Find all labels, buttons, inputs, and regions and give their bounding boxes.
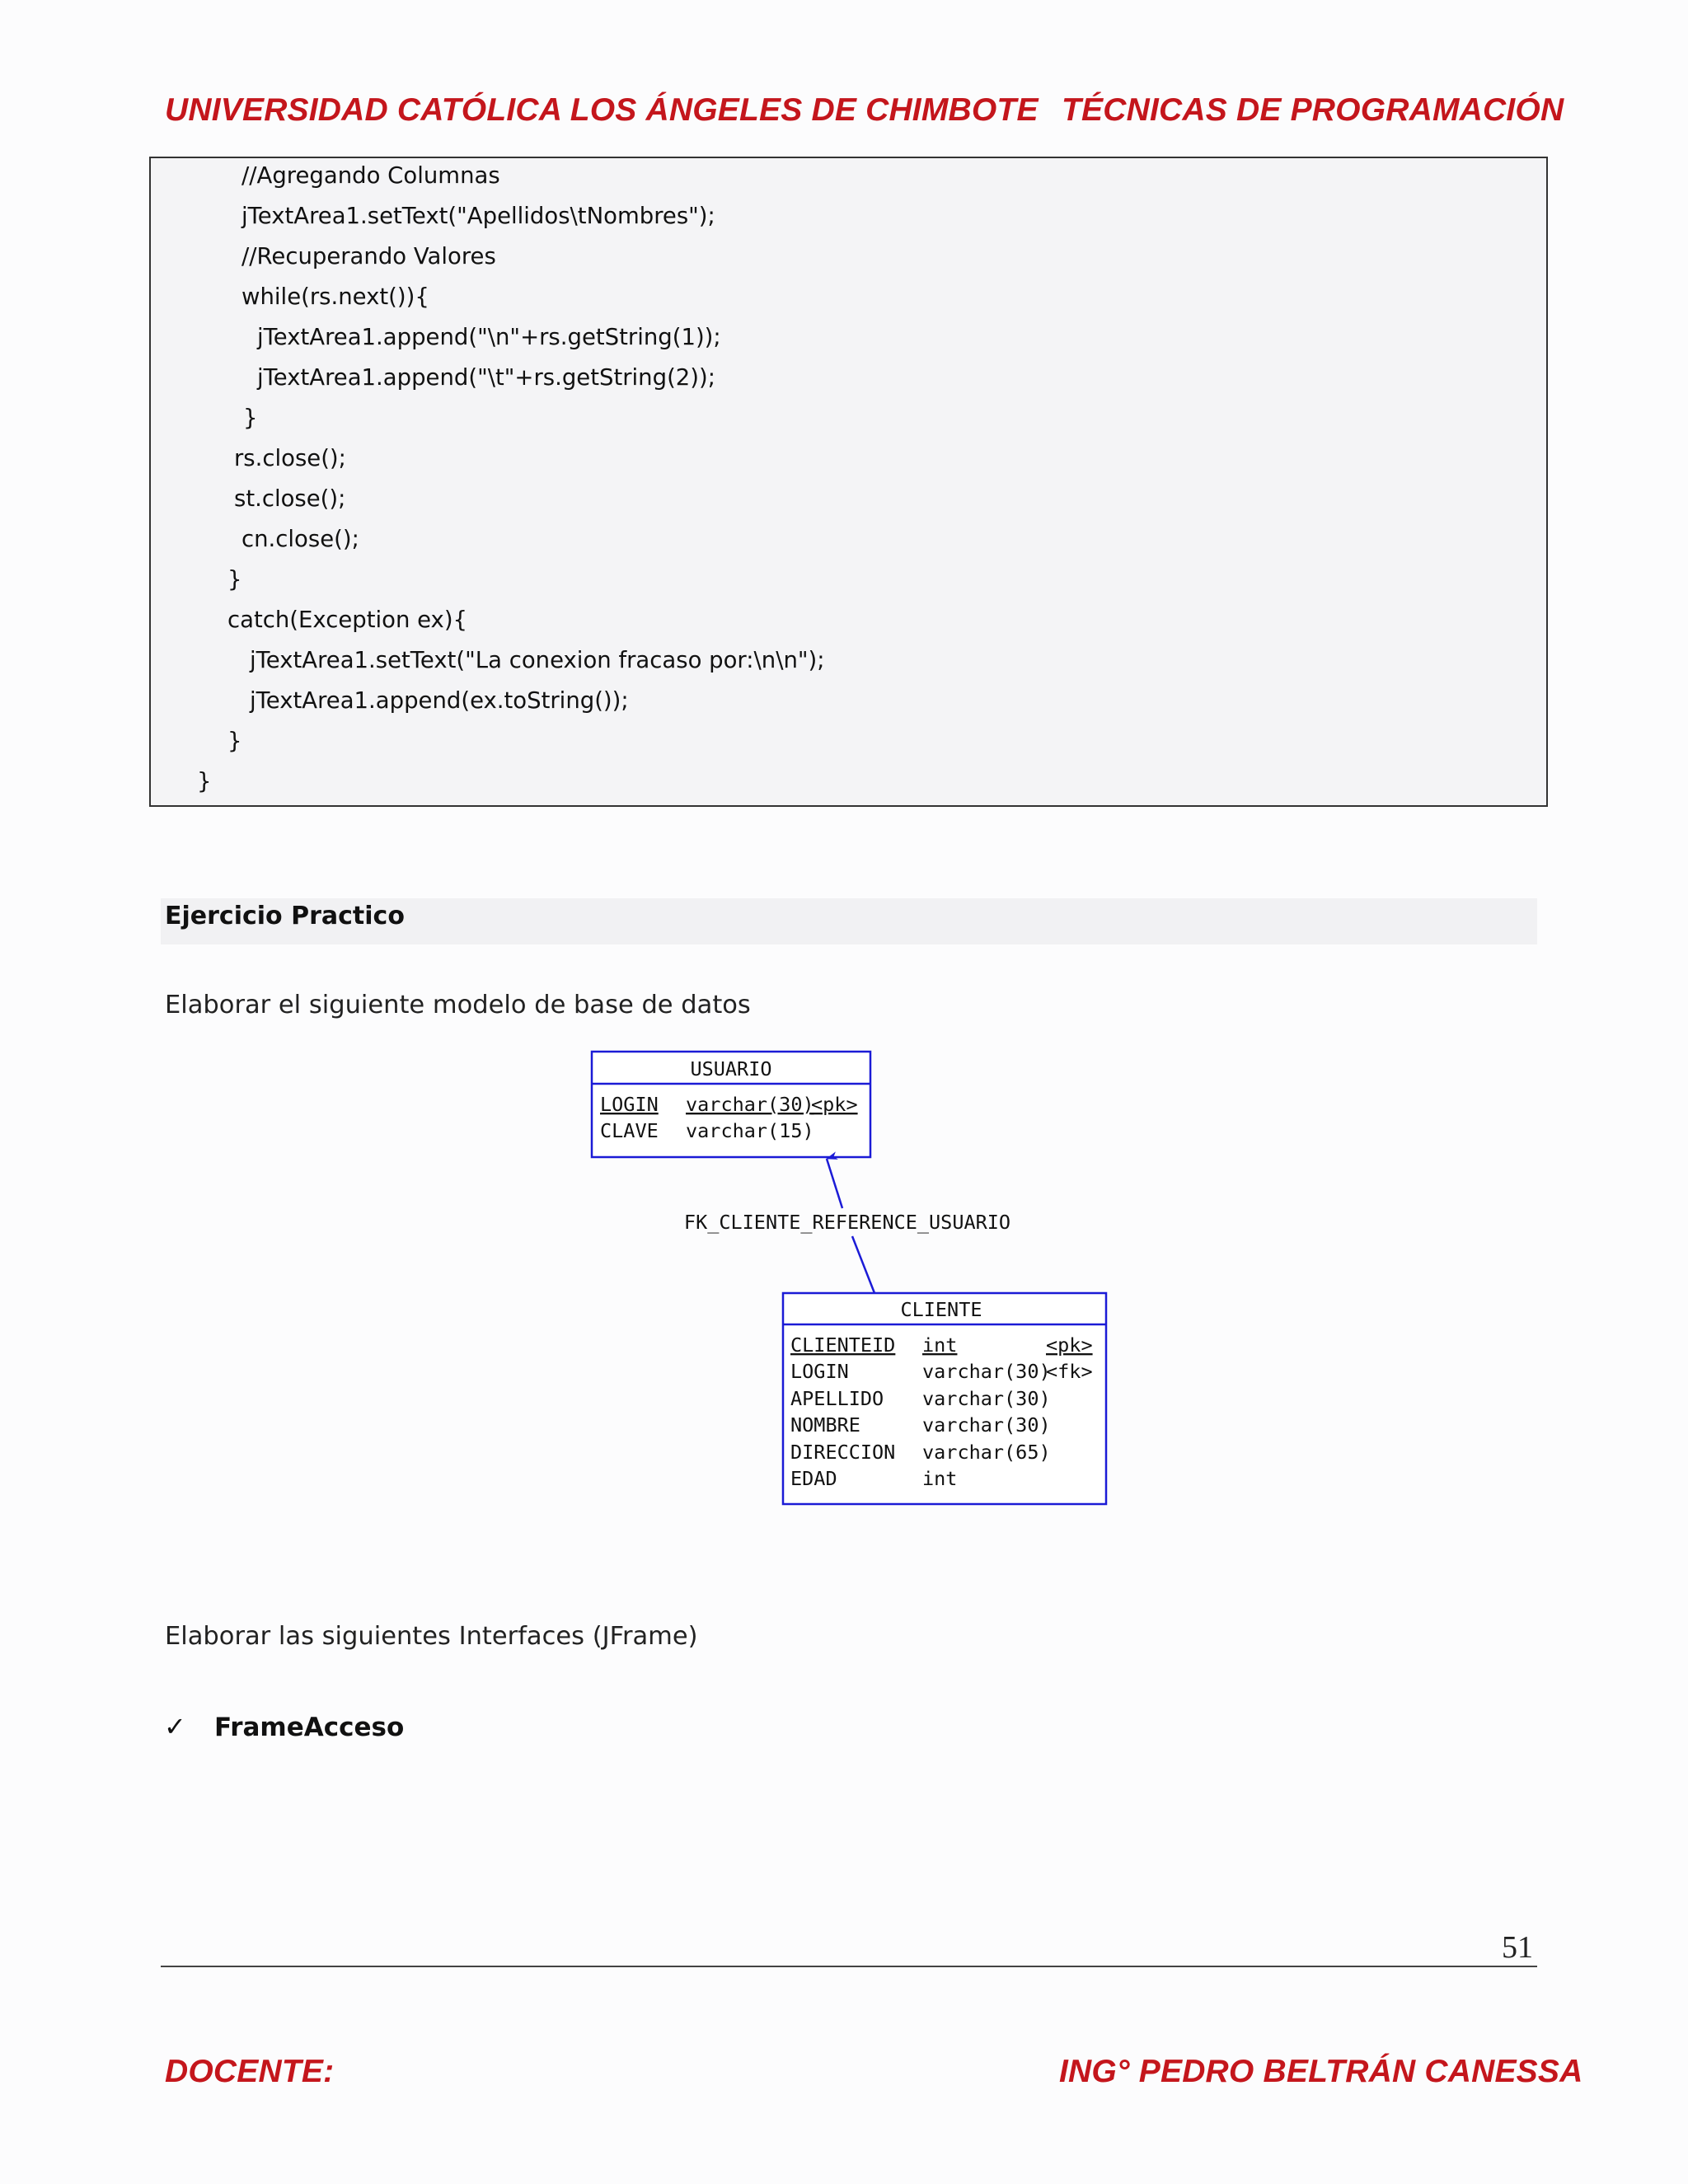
column-type: varchar(30) [922, 1387, 1051, 1410]
code-line: //Agregando Columnas [241, 162, 500, 189]
table-usuario-title: USUARIO [690, 1057, 772, 1080]
code-line: rs.close(); [234, 445, 346, 471]
checkmark-icon: ✓ [164, 1711, 186, 1742]
column-name: LOGIN [600, 1093, 659, 1116]
code-line: } [227, 728, 242, 754]
code-line: jTextArea1.setText("La conexion fracaso por:\n\n"); [250, 647, 825, 673]
code-line: } [227, 566, 242, 593]
table-cliente-title: CLIENTE [900, 1298, 982, 1321]
code-line: cn.close(); [241, 526, 359, 552]
footer-docente-name: ING° PEDRO BELTRÁN CANESSA [1059, 2054, 1583, 2089]
column-name: CLAVE [600, 1119, 659, 1142]
relation-line [852, 1236, 874, 1293]
column-type: varchar(15) [686, 1119, 814, 1142]
footer-docente-label: DOCENTE: [165, 2054, 335, 2089]
relation-arrow [827, 1159, 842, 1208]
code-line: jTextArea1.append(ex.toString()); [250, 687, 629, 714]
footer-divider [161, 1966, 1537, 1967]
code-line: jTextArea1.setText("Apellidos\tNombres"); [241, 203, 715, 229]
section-title: Ejercicio Practico [165, 902, 405, 930]
code-line: //Recuperando Valores [241, 243, 496, 269]
table-cliente [783, 1293, 1106, 1504]
header-course: TÉCNICAS DE PROGRAMACIÓN [1062, 92, 1564, 128]
bullet-frame-acceso: FrameAcceso [214, 1713, 405, 1742]
header-university: UNIVERSIDAD CATÓLICA LOS ÁNGELES DE CHIMBOTE [165, 92, 1039, 128]
column-key: <pk> [811, 1093, 858, 1116]
code-line: } [243, 405, 258, 431]
column-name: LOGIN [790, 1360, 849, 1383]
code-line: catch(Exception ex){ [227, 607, 468, 633]
column-type: varchar(30) [922, 1360, 1051, 1383]
column-type: varchar(30) [922, 1413, 1051, 1436]
column-name: CLIENTEID [790, 1333, 896, 1357]
column-type: int [922, 1333, 958, 1357]
column-key: <fk> [1046, 1360, 1093, 1383]
column-type: varchar(30) [686, 1093, 814, 1116]
column-name: EDAD [790, 1467, 837, 1490]
code-line: jTextArea1.append("\t"+rs.getString(2)); [257, 364, 716, 391]
column-type: varchar(65) [922, 1441, 1051, 1464]
interfaces-intro-text: Elaborar las siguientes Interfaces (JFrame) [165, 1622, 698, 1651]
column-name: APELLIDO [790, 1387, 884, 1410]
page-number: 51 [1502, 1930, 1533, 1965]
column-name: DIRECCION [790, 1441, 896, 1464]
code-line: } [197, 768, 212, 794]
column-type: int [922, 1467, 958, 1490]
column-name: NOMBRE [790, 1413, 860, 1436]
column-key: <pk> [1046, 1333, 1093, 1357]
code-line: jTextArea1.append("\n"+rs.getString(1)); [257, 324, 721, 350]
code-line: while(rs.next()){ [241, 284, 429, 310]
relation-label: FK_CLIENTE_REFERENCE_USUARIO [683, 1211, 1011, 1234]
table-usuario [592, 1052, 870, 1157]
model-intro-text: Elaborar el siguiente modelo de base de datos [165, 991, 751, 1019]
code-line: st.close(); [234, 485, 346, 512]
